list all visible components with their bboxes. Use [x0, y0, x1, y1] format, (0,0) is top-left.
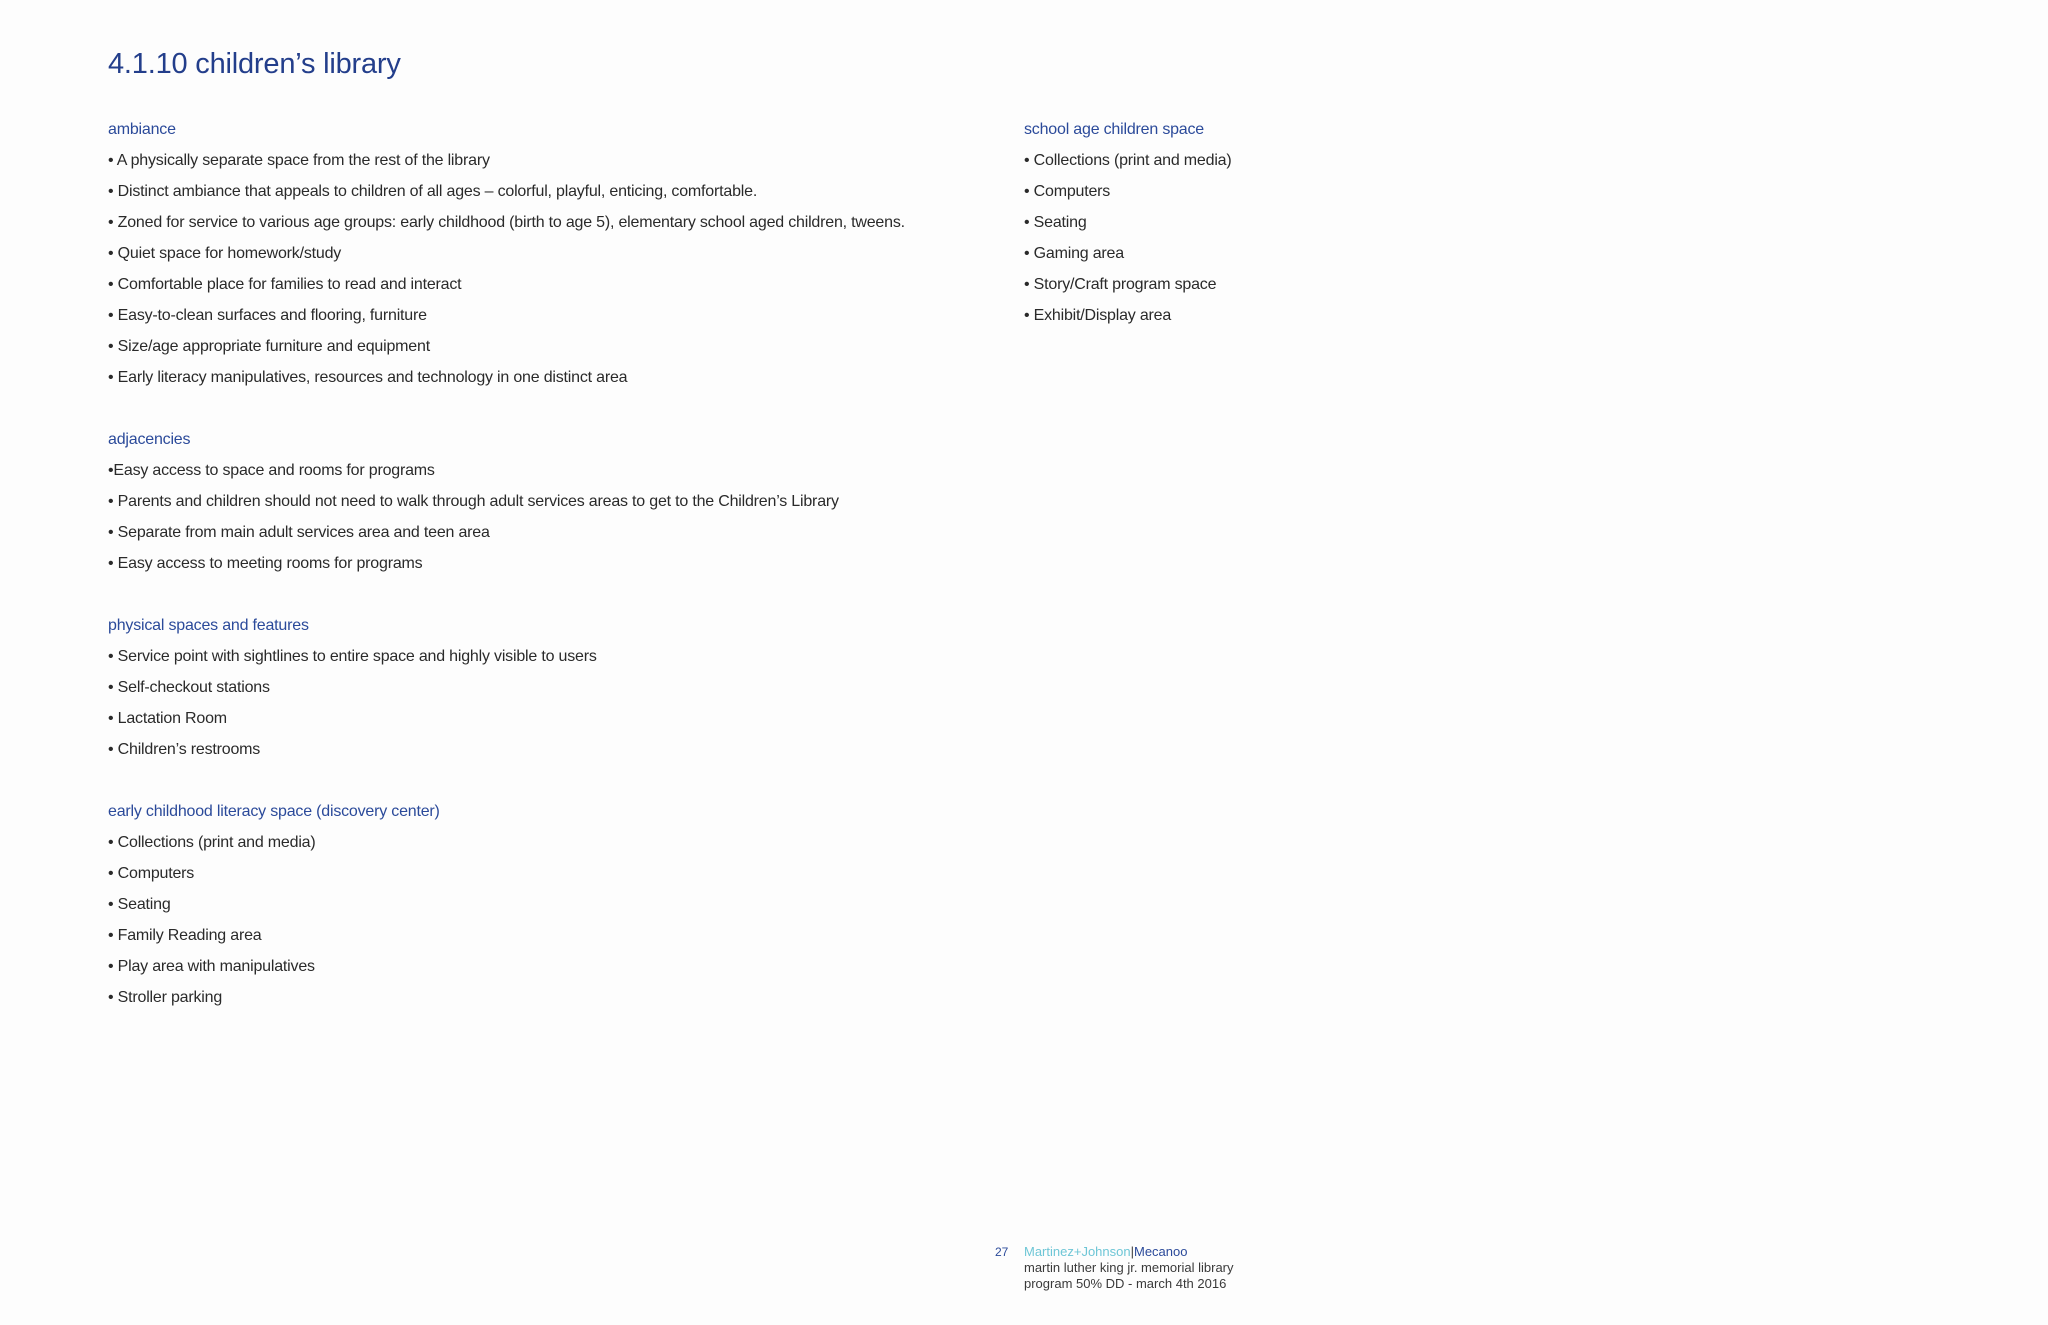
list-item: • Seating — [1024, 214, 1087, 231]
list-item: • Stroller parking — [108, 989, 223, 1006]
list-item: • Exhibit/Display area — [1024, 307, 1172, 324]
list-item: •Easy access to space and rooms for programs — [108, 462, 435, 479]
firm-separator: | — [1130, 1244, 1134, 1259]
list-item: • Parents and children should not need to walk through adult services areas to get to the Children’s Library — [108, 493, 839, 510]
section-adjacencies — [108, 426, 905, 581]
program-date: program 50% DD - march 4th 2016 — [1024, 1276, 1227, 1291]
bullet-list — [108, 829, 905, 1015]
list-item: • Distinct ambiance that appeals to children of all ages – colorful, playful, enticing, comfortable. — [108, 183, 758, 200]
list-item: • Collections (print and media) — [1024, 152, 1232, 169]
list-item: • Zoned for service to various age groups: early childhood (birth to age 5), elementary school aged children, tweens. — [108, 214, 905, 231]
bullet-list — [108, 147, 905, 395]
page-title: 4.1.10 children’s library — [108, 48, 401, 80]
list-item: • Self-checkout stations — [108, 679, 270, 696]
section-heading: adjacencies — [108, 431, 191, 448]
list-item: • Quiet space for homework/study — [108, 245, 342, 262]
list-item: • Lactation Room — [108, 710, 227, 727]
list-item: • Easy access to meeting rooms for programs — [108, 555, 423, 572]
list-item: • Computers — [1024, 183, 1111, 200]
list-item: • Computers — [108, 865, 195, 882]
bullet-list — [1024, 147, 1232, 333]
list-item: • Gaming area — [1024, 245, 1124, 262]
list-item: • Size/age appropriate furniture and equipment — [108, 338, 430, 355]
section-physical-spaces — [108, 612, 905, 767]
firm-credits — [1024, 1244, 1234, 1260]
list-item: • Children’s restrooms — [108, 741, 261, 758]
section-heading: early childhood literacy space (discovery center) — [108, 803, 440, 820]
list-item: • A physically separate space from the rest of the library — [108, 152, 490, 169]
list-item: • Service point with sightlines to entire space and highly visible to users — [108, 648, 597, 665]
left-column — [108, 116, 905, 1046]
list-item: • Family Reading area — [108, 927, 262, 944]
list-item: • Play area with manipulatives — [108, 958, 315, 975]
section-heading: ambiance — [108, 121, 176, 138]
right-column — [1024, 116, 1232, 364]
firm-name-mecanoo: Mecanoo — [1133, 1244, 1188, 1259]
section-school-age — [1024, 116, 1232, 333]
list-item: • Comfortable place for families to read and interact — [108, 276, 462, 293]
project-name: martin luther king jr. memorial library — [1024, 1260, 1234, 1275]
bullet-list — [108, 643, 905, 767]
section-ambiance — [108, 116, 905, 395]
section-heading: physical spaces and features — [108, 617, 309, 634]
firm-name-martinez-johnson: Martinez+Johnson — [1024, 1244, 1131, 1259]
section-heading: school age children space — [1024, 121, 1205, 138]
list-item: • Early literacy manipulatives, resources and technology in one distinct area — [108, 369, 628, 386]
list-item: • Separate from main adult services area and teen area — [108, 524, 490, 541]
list-item: • Story/Craft program space — [1024, 276, 1217, 293]
list-item: • Easy-to-clean surfaces and flooring, furniture — [108, 307, 427, 324]
footer-credits — [1024, 1244, 1234, 1292]
bullet-list — [108, 457, 905, 581]
list-item: • Seating — [108, 896, 171, 913]
page-number: 27 — [995, 1245, 1009, 1259]
section-early-childhood — [108, 798, 905, 1015]
list-item: • Collections (print and media) — [108, 834, 316, 851]
